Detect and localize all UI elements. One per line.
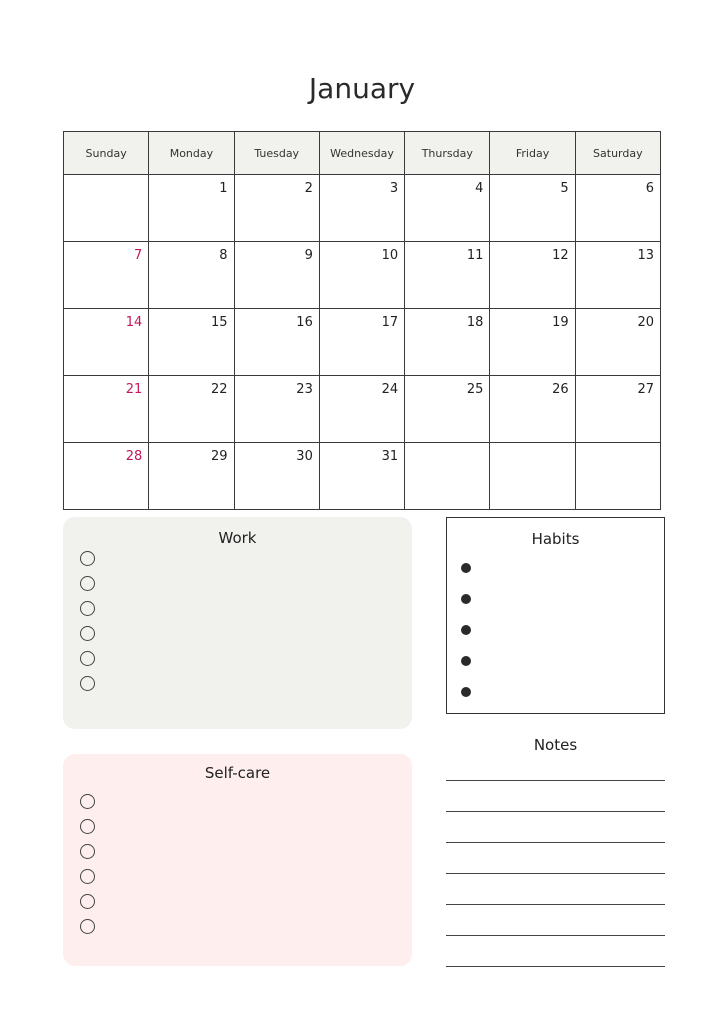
- habit-bullet: [461, 594, 471, 604]
- week-row: [64, 242, 661, 309]
- day-cell[interactable]: 25: [405, 376, 490, 443]
- day-cell[interactable]: 15: [149, 309, 234, 376]
- note-line[interactable]: [446, 873, 665, 874]
- work-checkbox[interactable]: [80, 676, 95, 691]
- day-cell[interactable]: 2: [234, 175, 319, 242]
- note-line[interactable]: [446, 935, 665, 936]
- day-cell[interactable]: [64, 175, 149, 242]
- habit-bullet: [461, 563, 471, 573]
- day-cell[interactable]: 20: [575, 309, 660, 376]
- day-cell[interactable]: [575, 443, 660, 510]
- work-checkbox[interactable]: [80, 601, 95, 616]
- note-line[interactable]: [446, 966, 665, 967]
- habits-panel: [446, 517, 665, 714]
- selfcare-checkbox[interactable]: [80, 794, 95, 809]
- weekday-sunday: Sunday: [64, 132, 149, 175]
- day-cell[interactable]: 26: [490, 376, 575, 443]
- note-line[interactable]: [446, 780, 665, 781]
- work-checkbox[interactable]: [80, 651, 95, 666]
- habits-title: Habits: [531, 530, 580, 548]
- day-cell[interactable]: 13: [575, 242, 660, 309]
- week-row: [64, 175, 661, 242]
- day-cell[interactable]: 14: [64, 309, 149, 376]
- day-cell[interactable]: 7: [64, 242, 149, 309]
- day-cell[interactable]: 16: [234, 309, 319, 376]
- week-row: [64, 309, 661, 376]
- weekday-tuesday: Tuesday: [234, 132, 319, 175]
- week-row: [64, 376, 661, 443]
- day-cell[interactable]: 27: [575, 376, 660, 443]
- day-cell[interactable]: 12: [490, 242, 575, 309]
- habit-bullet: [461, 656, 471, 666]
- weekday-header-row: [64, 132, 661, 175]
- day-cell[interactable]: [490, 443, 575, 510]
- day-cell[interactable]: 19: [490, 309, 575, 376]
- week-row: [64, 443, 661, 510]
- day-cell[interactable]: 9: [234, 242, 319, 309]
- day-cell[interactable]: 1: [149, 175, 234, 242]
- work-checklist: [80, 551, 95, 701]
- day-cell[interactable]: 5: [490, 175, 575, 242]
- work-title: Work: [218, 529, 257, 547]
- habits-list: [461, 563, 471, 718]
- day-cell[interactable]: 18: [405, 309, 490, 376]
- day-cell[interactable]: 10: [319, 242, 404, 309]
- day-cell[interactable]: 21: [64, 376, 149, 443]
- note-line[interactable]: [446, 811, 665, 812]
- note-line[interactable]: [446, 904, 665, 905]
- day-cell[interactable]: 22: [149, 376, 234, 443]
- note-line[interactable]: [446, 842, 665, 843]
- habit-bullet: [461, 625, 471, 635]
- work-checkbox[interactable]: [80, 551, 95, 566]
- work-checkbox[interactable]: [80, 626, 95, 641]
- day-cell[interactable]: [405, 443, 490, 510]
- work-checkbox[interactable]: [80, 576, 95, 591]
- selfcare-panel: [63, 754, 412, 966]
- selfcare-checkbox[interactable]: [80, 819, 95, 834]
- day-cell[interactable]: 31: [319, 443, 404, 510]
- day-cell[interactable]: 28: [64, 443, 149, 510]
- day-cell[interactable]: 24: [319, 376, 404, 443]
- weekday-thursday: Thursday: [405, 132, 490, 175]
- day-cell[interactable]: 23: [234, 376, 319, 443]
- day-cell[interactable]: 11: [405, 242, 490, 309]
- day-cell[interactable]: 29: [149, 443, 234, 510]
- calendar-grid: [63, 131, 661, 510]
- notes-title: Notes: [533, 736, 578, 754]
- weekday-wednesday: Wednesday: [319, 132, 404, 175]
- selfcare-checkbox[interactable]: [80, 894, 95, 909]
- selfcare-checkbox[interactable]: [80, 869, 95, 884]
- day-cell[interactable]: 17: [319, 309, 404, 376]
- habit-bullet: [461, 687, 471, 697]
- day-cell[interactable]: 3: [319, 175, 404, 242]
- weekday-saturday: Saturday: [575, 132, 660, 175]
- selfcare-title: Self-care: [204, 764, 271, 782]
- weekday-monday: Monday: [149, 132, 234, 175]
- page-title: January: [308, 72, 416, 105]
- day-cell[interactable]: 8: [149, 242, 234, 309]
- work-panel: [63, 517, 412, 729]
- day-cell[interactable]: 6: [575, 175, 660, 242]
- selfcare-checkbox[interactable]: [80, 844, 95, 859]
- selfcare-checkbox[interactable]: [80, 919, 95, 934]
- selfcare-checklist: [80, 794, 95, 944]
- weekday-friday: Friday: [490, 132, 575, 175]
- day-cell[interactable]: 30: [234, 443, 319, 510]
- day-cell[interactable]: 4: [405, 175, 490, 242]
